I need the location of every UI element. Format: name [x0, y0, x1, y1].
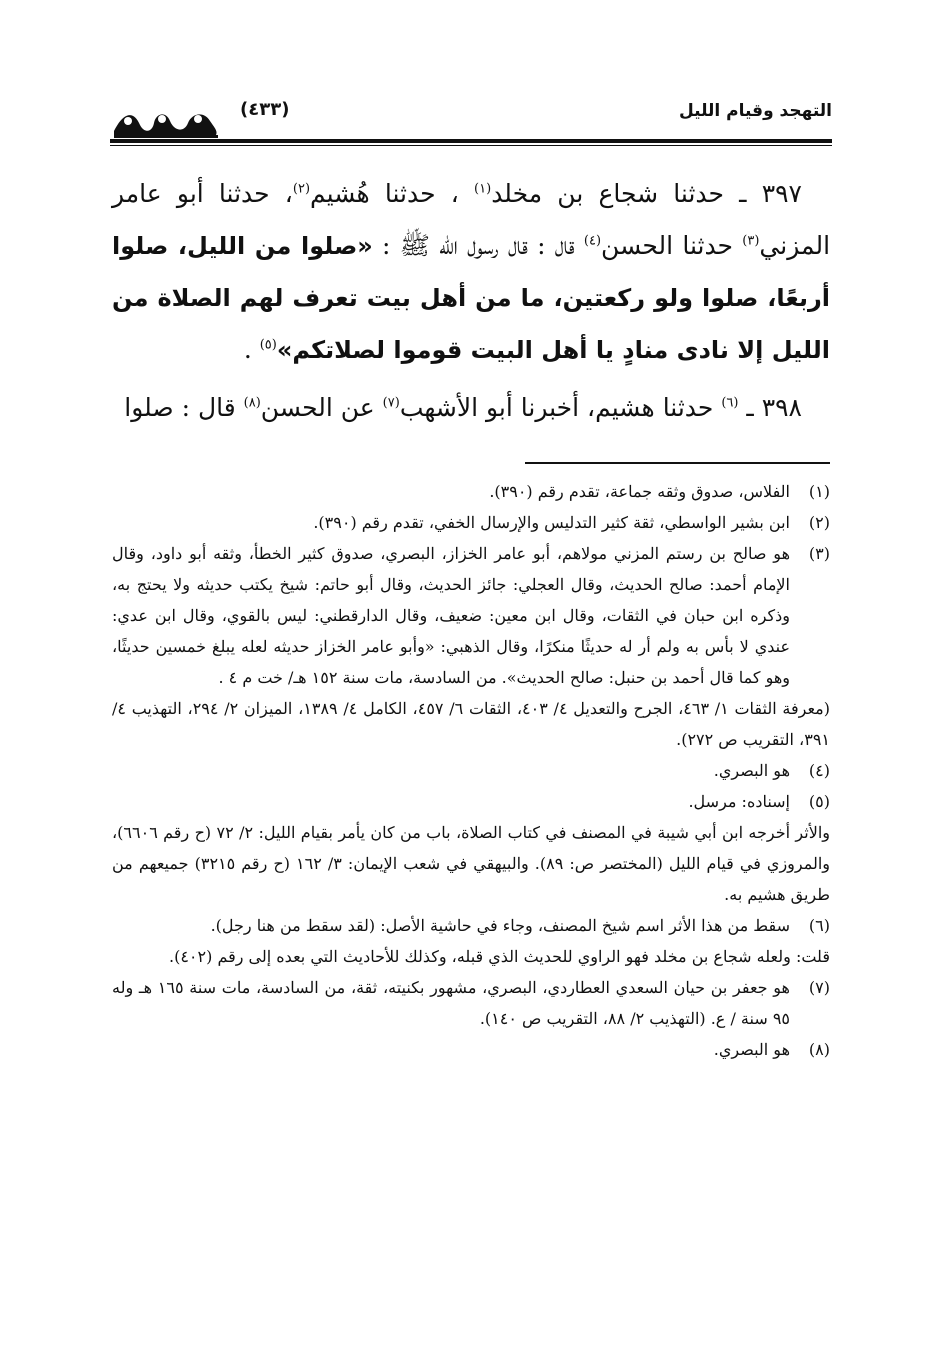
footnote-text: الفلاس، صدوق وثقه جماعة، تقدم رقم (٣٩٠).: [489, 482, 790, 501]
footnote-number: (٨): [808, 1040, 830, 1059]
footnote-text: سقط من هذا الأثر اسم شيخ المصنف، وجاء في حاشية الأصل: (لقد سقط من هنا رجل).: [210, 916, 790, 935]
text-run: .: [243, 335, 260, 364]
footnote-number: (٣): [808, 544, 830, 563]
ornament-icon: [110, 103, 220, 143]
footnote-number: (٤): [808, 761, 830, 780]
text-run: عن الحسن: [260, 393, 383, 422]
footnote-continuation: والأثر أخرجه ابن أبي شيبة في المصنف في كتاب الصلاة، باب من كان يأمر بقيام الليل: ٢/ ٧٢ (ح رقم ٦٦٠٦)، والمروزي في قيام الليل (المختصر ص: ٨٩). والبيهقي في شعب الإيمان: ٣/ ١٦٢ (ح رقم ٣٢١٥) جميعهم من طريق هشيم به.: [112, 823, 831, 904]
text-run: ، حدثنا أبو عامر المزني: [112, 179, 831, 260]
footnote-ref: (٦): [721, 395, 739, 411]
footnote-text: هو صالح بن رستم المزني مولاهم، أبو عامر الخزاز، البصري، صدوق كثير الخطأ، وثقه أبو داود، وقال الإمام أحمد: صالح الحديث، وقال العجلي: جائز الحديث، وقال أبو حاتم: شيخ يكتب حديثه ولا يحتج به، وذكره ابن حبان في الثقات، وقال ابن معين: ضعيف، وقال الدارقطني: ليس بالقوي، وقال ابن عدي: عندي لا بأس به ولم أر له حديثًا منكرًا، وقال الذهبي: «وأبو عامر الخزاز حديثه لعله يبلغ خمسين حديثًا، وهو كما قال أحمد بن حنبل: صالح الحديث». من السادسة، مات سنة ١٥٢ هـ/ خت م ٤ .: [112, 544, 791, 687]
page-number: (٤٣٣): [240, 99, 290, 120]
footnote-number: (٦): [808, 916, 830, 935]
footnote-2: [112, 507, 830, 538]
page-header: [110, 95, 832, 155]
text-run: قال : قال رسول الله ﷺ :: [372, 231, 584, 260]
footnote-ref: (٨): [243, 395, 261, 411]
hadith-398: [112, 382, 830, 434]
footnote-1: [112, 476, 830, 507]
footnote-7: [112, 972, 830, 1034]
footnote-3: [112, 538, 830, 693]
footnote-ref: (٢): [292, 181, 311, 197]
header-rule: [110, 139, 832, 143]
text-run: حدثنا هشيم، أخبرنا أبو الأشهب: [399, 393, 722, 422]
footnotes: [112, 476, 830, 1065]
running-title: التهجد وقيام الليل: [678, 101, 832, 121]
text-run: قال : صلوا: [124, 393, 244, 422]
footnote-ref: (١): [474, 181, 492, 197]
footnote-text: ابن بشير الواسطي، ثقة كثير التدليس والإرسال الخفي، تقدم رقم (٣٩٠).: [313, 513, 790, 532]
footnote-5: [112, 786, 830, 817]
hadith-397: [112, 168, 830, 376]
footnote-8: [112, 1034, 830, 1065]
footnote-ref: (٧): [382, 395, 400, 411]
footnote-4: [112, 755, 830, 786]
text-run: ٣٩٧ ـ حدثنا شجاع بن مخلد: [491, 179, 802, 208]
footnote-6: [112, 910, 830, 941]
footnote-text: إسناده: مرسل.: [688, 792, 790, 811]
footnote-text: هو جعفر بن حيان السعدي العطاردي، البصري، مشهور بكنيته، ثقة، من السادسة، مات سنة ١٦٥ هـ وله ٩٥ سنة / ع. (التهذيب ٢/ ٨٨، التقريب ص ١٤٠).: [112, 978, 790, 1028]
footnote-separator: [525, 462, 830, 464]
header-rule-thin: [110, 145, 832, 146]
footnote-sources: (معرفة الثقات ١/ ٤٦٣، الجرح والتعديل ٤/ ٤٠٣، الثقات ٦/ ٤٥٧، الكامل ٤/ ١٣٨٩، الميزان ٢/ ٢٩٤، التهذيب ٤/ ٣٩١، التقريب ص ٢٧٢).: [112, 699, 830, 749]
footnote-number: (٢): [808, 513, 830, 532]
footnote-text: هو البصري.: [713, 761, 790, 780]
hadith-text: «صلوا من الليل، صلوا أربعًا، صلوا ولو ركعتين، ما من أهل بيت تعرف لهم الصلاة من الليل إلا نادى منادٍ يا أهل البيت قوموا لصلاتكم»: [112, 232, 830, 364]
text-run: ، حدثنا هُشيم: [310, 179, 475, 208]
footnote-text: هو البصري.: [713, 1040, 790, 1059]
text-run: حدثنا الحسن: [601, 231, 743, 260]
text-run: ٣٩٨ ـ: [738, 393, 802, 422]
footnote-number: (٧): [808, 978, 830, 997]
footnote-ref: (٥): [259, 337, 277, 353]
footnote-ref: (٣): [742, 233, 760, 249]
footnote-ref: (٤): [583, 233, 602, 249]
footnote-continuation: قلت: ولعله شجاع بن مخلد فهو الراوي للحديث الذي قبله، وكذلك للأحاديث التي بعده إلى رقم (٤٠٢).: [169, 947, 830, 966]
main-text: [112, 168, 830, 434]
footnote-number: (٥): [808, 792, 830, 811]
footnote-number: (١): [808, 482, 830, 501]
